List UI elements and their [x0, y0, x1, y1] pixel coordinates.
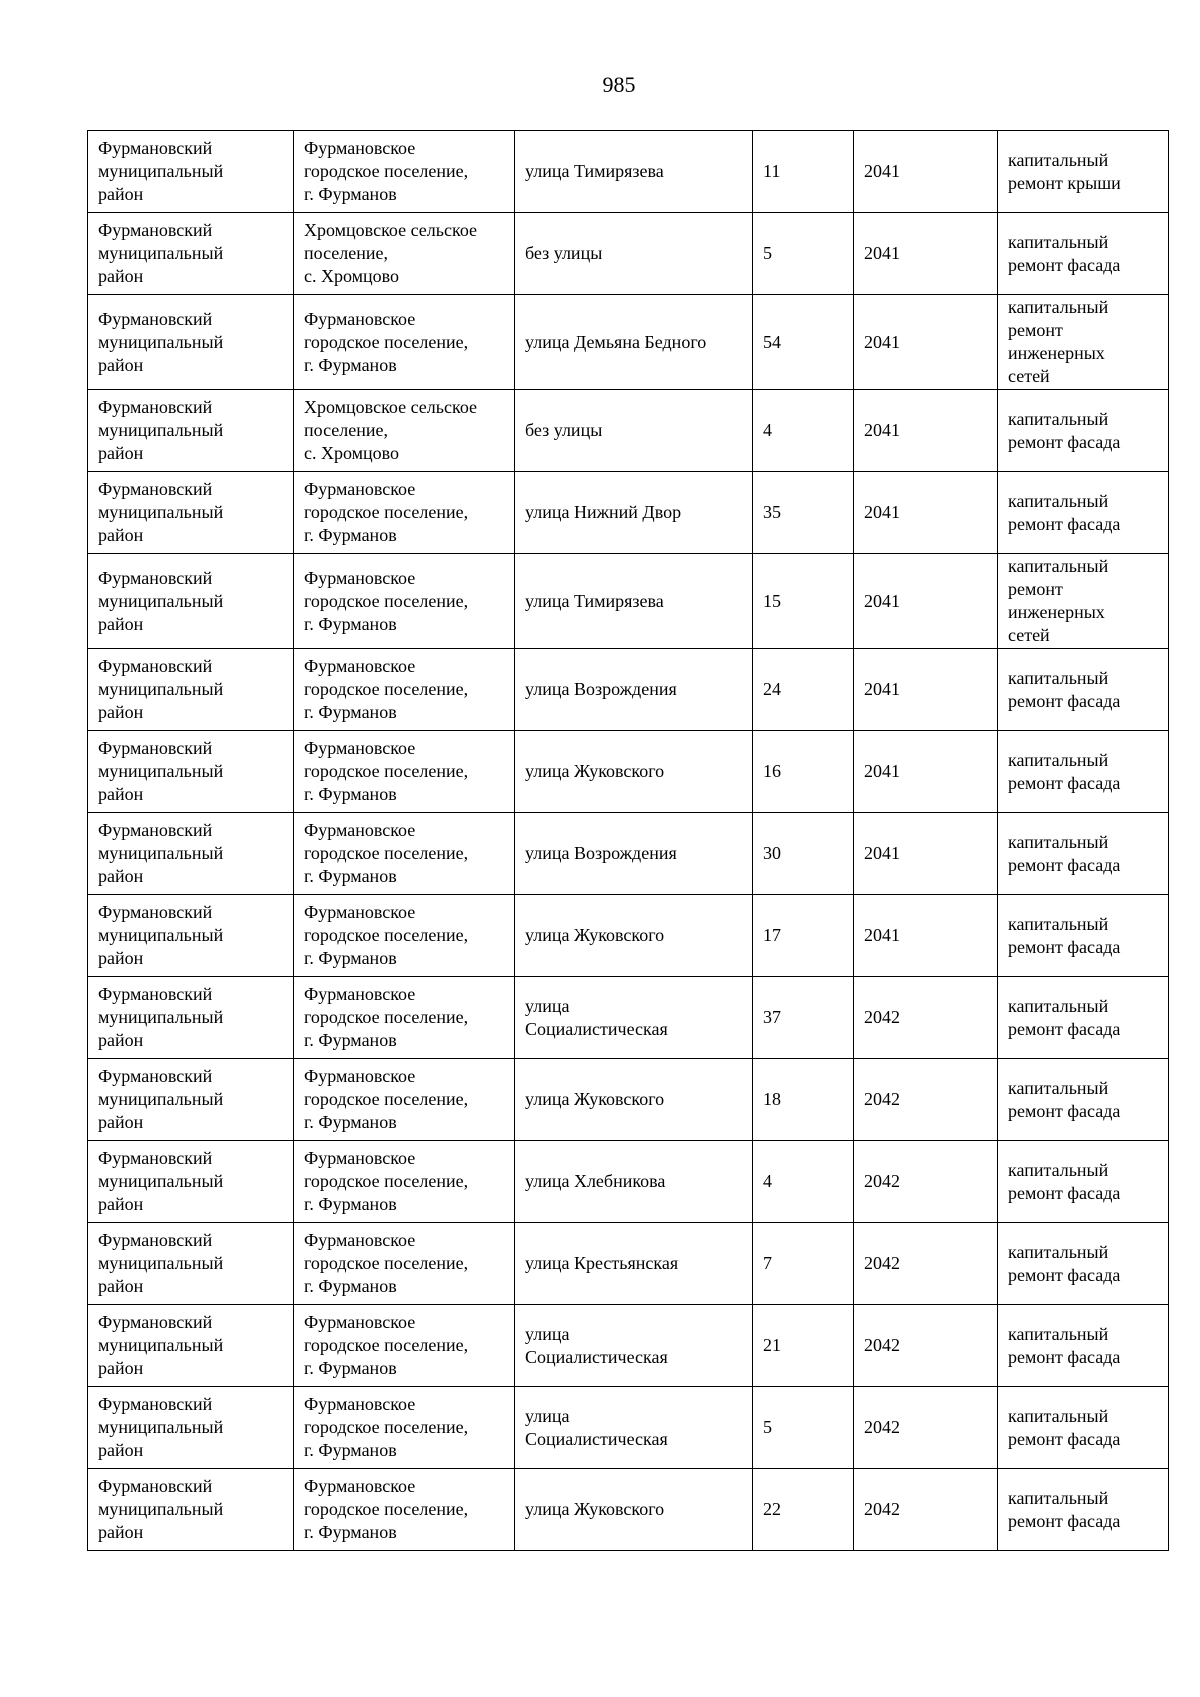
work-type-cell: капитальный ремонт инженерных сетей — [998, 295, 1169, 390]
street-cell: улица Тимирязева — [515, 131, 753, 213]
settlement-cell: Фурмановское городское поселение, г. Фурманов — [294, 1223, 515, 1305]
work-type-cell: капитальный ремонт фасада — [998, 472, 1169, 554]
year-cell: 2041 — [854, 390, 998, 472]
house-number-cell: 5 — [753, 1387, 854, 1469]
work-type-cell: капитальный ремонт фасада — [998, 649, 1169, 731]
street-cell: улица Возрождения — [515, 813, 753, 895]
settlement-cell: Фурмановское городское поселение, г. Фурманов — [294, 554, 515, 649]
street-cell: улица Жуковского — [515, 1059, 753, 1141]
house-number-cell: 7 — [753, 1223, 854, 1305]
table-row — [88, 213, 1169, 295]
house-number-cell: 35 — [753, 472, 854, 554]
street-cell: без улицы — [515, 213, 753, 295]
district-cell: Фурмановский муниципальный район — [88, 213, 294, 295]
street-cell: улица Социалистическая — [515, 1387, 753, 1469]
table-row — [88, 1223, 1169, 1305]
year-cell: 2041 — [854, 295, 998, 390]
work-type-cell: капитальный ремонт фасада — [998, 813, 1169, 895]
settlement-cell: Хромцовское сельское поселение, с. Хромцово — [294, 390, 515, 472]
table-row — [88, 1469, 1169, 1551]
district-cell: Фурмановский муниципальный район — [88, 472, 294, 554]
settlement-cell: Фурмановское городское поселение, г. Фурманов — [294, 977, 515, 1059]
year-cell: 2041 — [854, 213, 998, 295]
house-number-cell: 30 — [753, 813, 854, 895]
district-cell: Фурмановский муниципальный район — [88, 895, 294, 977]
work-type-cell: капитальный ремонт фасада — [998, 977, 1169, 1059]
year-cell: 2041 — [854, 813, 998, 895]
district-cell: Фурмановский муниципальный район — [88, 1469, 294, 1551]
work-type-cell: капитальный ремонт фасада — [998, 1387, 1169, 1469]
settlement-cell: Фурмановское городское поселение, г. Фурманов — [294, 895, 515, 977]
year-cell: 2042 — [854, 1469, 998, 1551]
table-row — [88, 295, 1169, 390]
settlement-cell: Фурмановское городское поселение, г. Фурманов — [294, 472, 515, 554]
work-type-cell: капитальный ремонт фасада — [998, 213, 1169, 295]
district-cell: Фурмановский муниципальный район — [88, 977, 294, 1059]
work-type-cell: капитальный ремонт фасада — [998, 390, 1169, 472]
settlement-cell: Фурмановское городское поселение, г. Фурманов — [294, 1387, 515, 1469]
house-number-cell: 18 — [753, 1059, 854, 1141]
settlement-cell: Фурмановское городское поселение, г. Фурманов — [294, 1305, 515, 1387]
district-cell: Фурмановский муниципальный район — [88, 390, 294, 472]
street-cell: улица Хлебникова — [515, 1141, 753, 1223]
table-row — [88, 472, 1169, 554]
settlement-cell: Фурмановское городское поселение, г. Фурманов — [294, 1059, 515, 1141]
house-number-cell: 17 — [753, 895, 854, 977]
work-type-cell: капитальный ремонт фасада — [998, 1305, 1169, 1387]
year-cell: 2041 — [854, 472, 998, 554]
year-cell: 2041 — [854, 131, 998, 213]
year-cell: 2042 — [854, 1305, 998, 1387]
settlement-cell: Фурмановское городское поселение, г. Фурманов — [294, 1141, 515, 1223]
settlement-cell: Фурмановское городское поселение, г. Фурманов — [294, 131, 515, 213]
settlement-cell: Фурмановское городское поселение, г. Фурманов — [294, 295, 515, 390]
work-type-cell: капитальный ремонт фасада — [998, 731, 1169, 813]
table-row — [88, 813, 1169, 895]
table-row — [88, 1141, 1169, 1223]
district-cell: Фурмановский муниципальный район — [88, 731, 294, 813]
year-cell: 2041 — [854, 554, 998, 649]
year-cell: 2041 — [854, 895, 998, 977]
settlement-cell: Фурмановское городское поселение, г. Фурманов — [294, 649, 515, 731]
house-number-cell: 54 — [753, 295, 854, 390]
work-type-cell: капитальный ремонт фасада — [998, 1469, 1169, 1551]
district-cell: Фурмановский муниципальный район — [88, 554, 294, 649]
table-row — [88, 649, 1169, 731]
work-type-cell: капитальный ремонт фасада — [998, 1223, 1169, 1305]
district-cell: Фурмановский муниципальный район — [88, 131, 294, 213]
district-cell: Фурмановский муниципальный район — [88, 813, 294, 895]
table-row — [88, 731, 1169, 813]
street-cell: улица Тимирязева — [515, 554, 753, 649]
table-row — [88, 131, 1169, 213]
year-cell: 2042 — [854, 1059, 998, 1141]
street-cell: улица Жуковского — [515, 731, 753, 813]
house-number-cell: 24 — [753, 649, 854, 731]
work-type-cell: капитальный ремонт инженерных сетей — [998, 554, 1169, 649]
street-cell: улица Возрождения — [515, 649, 753, 731]
year-cell: 2041 — [854, 731, 998, 813]
street-cell: улица Демьяна Бедного — [515, 295, 753, 390]
year-cell: 2042 — [854, 1387, 998, 1469]
settlement-cell: Фурмановское городское поселение, г. Фурманов — [294, 813, 515, 895]
street-cell: улица Жуковского — [515, 895, 753, 977]
table-row — [88, 1387, 1169, 1469]
work-type-cell: капитальный ремонт фасада — [998, 1059, 1169, 1141]
table-row — [88, 1059, 1169, 1141]
district-cell: Фурмановский муниципальный район — [88, 1387, 294, 1469]
year-cell: 2041 — [854, 649, 998, 731]
work-type-cell: капитальный ремонт крыши — [998, 131, 1169, 213]
house-number-cell: 11 — [753, 131, 854, 213]
table-row — [88, 977, 1169, 1059]
house-number-cell: 21 — [753, 1305, 854, 1387]
street-cell: без улицы — [515, 390, 753, 472]
table-row — [88, 554, 1169, 649]
district-cell: Фурмановский муниципальный район — [88, 1059, 294, 1141]
page-number: 985 — [602, 72, 636, 97]
settlement-cell: Фурмановское городское поселение, г. Фурманов — [294, 1469, 515, 1551]
house-number-cell: 16 — [753, 731, 854, 813]
district-cell: Фурмановский муниципальный район — [88, 1305, 294, 1387]
table-row — [88, 895, 1169, 977]
house-number-cell: 15 — [753, 554, 854, 649]
street-cell: улица Социалистическая — [515, 1305, 753, 1387]
house-number-cell: 22 — [753, 1469, 854, 1551]
district-cell: Фурмановский муниципальный район — [88, 1223, 294, 1305]
district-cell: Фурмановский муниципальный район — [88, 649, 294, 731]
settlement-cell: Фурмановское городское поселение, г. Фурманов — [294, 731, 515, 813]
house-number-cell: 4 — [753, 390, 854, 472]
table-row — [88, 390, 1169, 472]
district-cell: Фурмановский муниципальный район — [88, 1141, 294, 1223]
year-cell: 2042 — [854, 977, 998, 1059]
repair-schedule-table — [87, 130, 1169, 1551]
district-cell: Фурмановский муниципальный район — [88, 295, 294, 390]
house-number-cell: 4 — [753, 1141, 854, 1223]
street-cell: улица Жуковского — [515, 1469, 753, 1551]
settlement-cell: Хромцовское сельское поселение, с. Хромцово — [294, 213, 515, 295]
work-type-cell: капитальный ремонт фасада — [998, 895, 1169, 977]
table-row — [88, 1305, 1169, 1387]
work-type-cell: капитальный ремонт фасада — [998, 1141, 1169, 1223]
year-cell: 2042 — [854, 1141, 998, 1223]
house-number-cell: 37 — [753, 977, 854, 1059]
street-cell: улица Крестьянская — [515, 1223, 753, 1305]
street-cell: улица Социалистическая — [515, 977, 753, 1059]
year-cell: 2042 — [854, 1223, 998, 1305]
house-number-cell: 5 — [753, 213, 854, 295]
street-cell: улица Нижний Двор — [515, 472, 753, 554]
